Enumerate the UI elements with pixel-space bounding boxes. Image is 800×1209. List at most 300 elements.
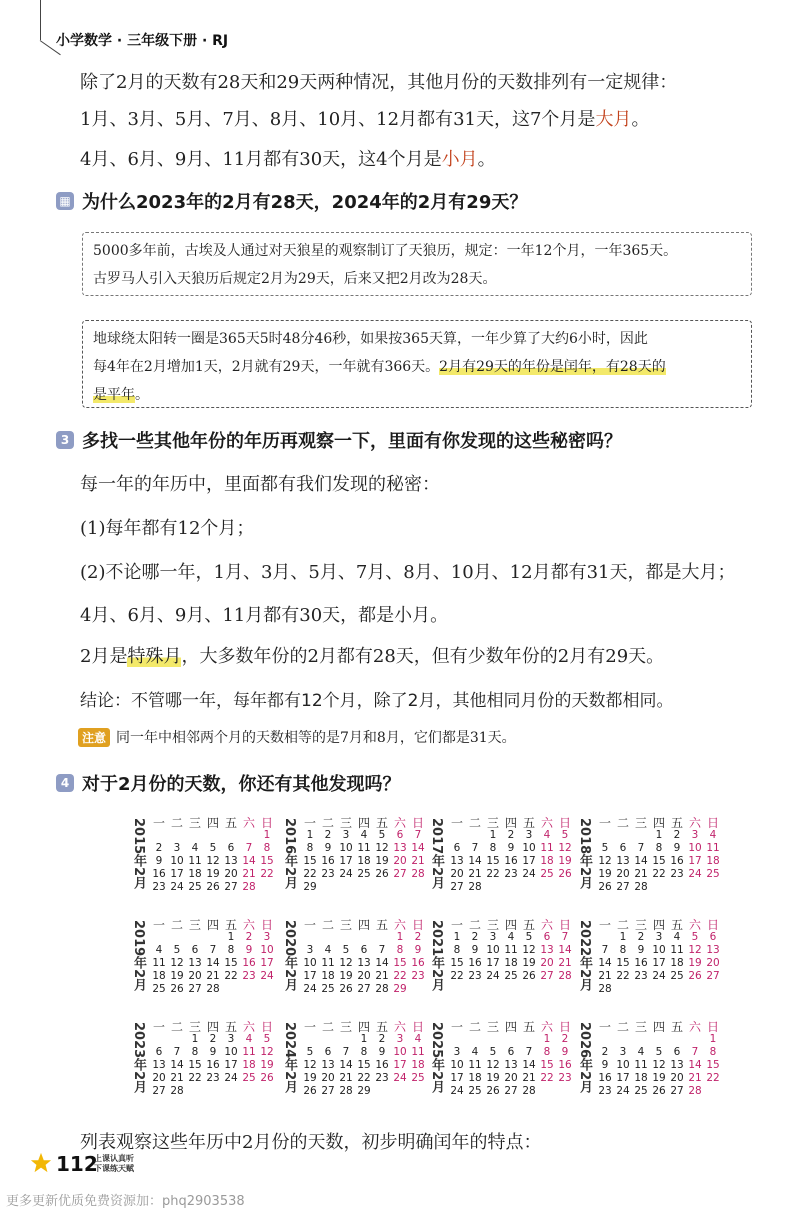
calendar-day: 26 [303,1085,317,1097]
calendar-day: 2 [378,1033,386,1045]
calendar-day: 24 [393,1072,407,1084]
calendar-day: 13 [540,944,554,956]
calendar-day: 6 [191,944,199,956]
weekday-header: 四 [357,1020,370,1034]
calendar-day: 3 [227,1033,235,1045]
calendar-day: 3 [396,1033,404,1045]
calendar-day: 14 [411,842,425,854]
weekday-header: 三 [634,918,647,932]
calendar-day [204,931,222,944]
weekday-header: 六 [540,816,553,830]
calendar-day [186,1085,204,1098]
calendar-day: 4 [637,1046,645,1058]
calendar-day [466,829,484,842]
calendar-day [538,881,556,894]
weekday-header: 六 [540,1020,553,1034]
calendar-day: 17 [303,970,317,982]
calendar-day [150,931,168,944]
weekday-header: 六 [393,1020,406,1034]
calendar-2018年2月 [578,816,718,906]
calendar-day: 22 [357,1072,371,1084]
calendar-day [222,829,240,842]
calendar-day [337,1033,355,1046]
calendar-day: 15 [188,1059,202,1071]
calendar-day [466,1033,484,1046]
calendar-day [337,881,355,894]
calendar-day: 18 [468,1072,482,1084]
calendar-day: 26 [486,1085,500,1097]
calendar-day: 16 [558,1059,572,1071]
weekday-header: 日 [558,816,571,830]
calendar-day: 13 [504,1059,518,1071]
calendar-day: 18 [504,957,518,969]
weekday-header: 日 [706,918,719,932]
weekday-header: 日 [558,1020,571,1034]
calendar-day [301,931,319,944]
calendar-day: 15 [357,1059,371,1071]
weekday-header: 六 [242,1020,255,1034]
calendar-day: 19 [558,855,572,867]
calendar-day [632,983,650,996]
weekday-header: 二 [170,1020,183,1034]
calendar-day: 22 [450,970,464,982]
answer-line-5: 2月是特殊月，大多数年份的2月都有28天，但有少数年份的2月有29天。 [80,646,665,667]
calendar-day: 7 [637,842,645,854]
calendar-day: 15 [652,855,666,867]
calendar-day [258,1085,276,1098]
calendar-day: 21 [411,855,425,867]
calendar-day: 20 [321,1072,335,1084]
calendar-day: 15 [486,855,500,867]
calendar-day: 13 [152,1059,166,1071]
calendar-day: 12 [652,1059,666,1071]
calendar-day: 10 [260,944,274,956]
weekday-header: 三 [339,918,352,932]
calendar-day: 18 [357,855,371,867]
calendar-day: 27 [321,1085,335,1097]
weekday-header: 五 [670,918,683,932]
calendar-day: 22 [706,1072,720,1084]
calendar-day: 10 [522,842,536,854]
calendar-day: 16 [598,1072,612,1084]
answer-line-4: 4月、6月、9月、11月都有30天，都是小月。 [80,605,449,626]
weekday-header: 五 [375,918,388,932]
calendar-day: 28 [411,868,425,880]
calendar-day [168,829,186,842]
conclusion: 结论：不管哪一年，每年都有12个月，除了2月，其他相同月份的天数都相同。 [80,691,674,711]
calendar-2021年2月 [430,918,570,1008]
calendar-day: 16 [411,957,425,969]
calendar-day: 4 [543,829,551,841]
calendar-day [150,1033,168,1046]
calendar-day: 10 [170,855,184,867]
calendar-day: 3 [489,931,497,943]
calendar-day: 13 [321,1059,335,1071]
calendar-day: 5 [691,931,699,943]
calendar-day: 27 [616,881,630,893]
calendar-day: 3 [525,829,533,841]
calendar-day: 27 [152,1085,166,1097]
weekday-header: 一 [598,918,611,932]
calendar-day: 4 [414,1033,422,1045]
calendar-day: 3 [173,842,181,854]
calendar-day: 18 [242,1059,256,1071]
calendar-day: 21 [468,868,482,880]
calendar-day: 1 [709,1033,717,1045]
history-line-1: 5000多年前，古埃及人通过对天狼星的观察制订了天狼历，规定：一年12个月，一年365天。 [93,243,678,259]
calendar-day [373,931,391,944]
calendar-2015年2月 [132,816,272,906]
calendar-day: 23 [504,868,518,880]
calendar-day [596,829,614,842]
question-number-icon: 4 [56,774,74,792]
calendar-label: 2018年2月 [577,818,592,890]
calendar-day [373,1085,391,1098]
calendar-day: 22 [540,1072,554,1084]
calendar-day: 28 [375,983,389,995]
calendar-day: 18 [706,855,720,867]
calendar-day [168,931,186,944]
calendar-day: 29 [357,1085,371,1097]
weekday-header: 六 [242,816,255,830]
calendar-day: 9 [414,944,422,956]
weekday-header: 六 [540,918,553,932]
weekday-header: 三 [339,816,352,830]
weekday-header: 六 [242,918,255,932]
calendar-day: 19 [486,1072,500,1084]
weekday-header: 日 [706,816,719,830]
calendar-day: 19 [339,970,353,982]
calendar-day: 6 [619,842,627,854]
calendar-day: 21 [634,868,648,880]
calendar-day: 28 [634,881,648,893]
calendar-day: 19 [375,855,389,867]
calendar-day [686,983,704,996]
calendar-day: 24 [450,1085,464,1097]
calendar-day [168,1033,186,1046]
leap-definition-highlight: 2月有29天的年份是闰年，有28天的 [439,359,666,375]
calendar-day: 14 [688,1059,702,1071]
calendar-day [240,829,258,842]
calendar-day: 9 [245,944,253,956]
calendar-day [484,881,502,894]
calendar-day: 8 [191,1046,199,1058]
calendar-day: 11 [152,957,166,969]
calendar-day: 18 [152,970,166,982]
calendar-day: 16 [670,855,684,867]
weekday-header: 三 [486,918,499,932]
calendar-day: 1 [655,829,663,841]
calendar-day: 26 [206,881,220,893]
page-header: 小学数学 · 三年级下册 · RJ [56,33,229,49]
calendar-day: 6 [360,944,368,956]
calendar-day: 11 [188,855,202,867]
calendar-day: 17 [616,1072,630,1084]
calendar-day [650,1033,668,1046]
calendar-day [409,1085,427,1098]
calendar-day: 3 [306,944,314,956]
calendar-day: 25 [706,868,720,880]
calendar-day: 5 [525,931,533,943]
calendar-day: 20 [224,868,238,880]
calendar-day: 2 [245,931,253,943]
calendar-day: 28 [688,1085,702,1097]
calendar-day: 21 [206,970,220,982]
weekday-header: 一 [152,816,165,830]
calendar-day: 11 [670,944,684,956]
calendar-day: 15 [450,957,464,969]
calendar-2025年2月 [430,1020,570,1110]
calendar-day: 25 [188,881,202,893]
calendar-day: 5 [655,1046,663,1058]
calendar-day: 10 [486,944,500,956]
weekday-header: 四 [357,816,370,830]
weekday-header: 四 [652,816,665,830]
calendar-day [502,881,520,894]
calendar-day: 22 [224,970,238,982]
calendar-day: 15 [303,855,317,867]
calendar-day: 15 [260,855,274,867]
weekday-header: 二 [321,816,334,830]
calendar-day: 18 [670,957,684,969]
calendar-day: 2 [601,1046,609,1058]
calendar-day: 19 [303,1072,317,1084]
calendar-day: 19 [598,868,612,880]
weekday-header: 六 [688,918,701,932]
term-big-month: 大月 [595,109,632,130]
weekday-header: 日 [260,816,273,830]
calendar-day: 19 [260,1059,274,1071]
calendar-day: 10 [652,944,666,956]
calendar-day: 28 [242,881,256,893]
weekday-header: 日 [558,918,571,932]
weekday-header: 三 [339,1020,352,1034]
calendar-day: 13 [706,944,720,956]
weekday-header: 五 [224,1020,237,1034]
calendar-day: 24 [170,881,184,893]
calendar-day: 12 [339,957,353,969]
calendar-day [186,931,204,944]
calendar-day: 12 [688,944,702,956]
calendar-day: 25 [357,868,371,880]
calendar-day [409,983,427,996]
calendar-day: 20 [188,970,202,982]
question-3: 3 多找一些其他年份的年历再观察一下，里面有你发现的这些秘密吗？ [56,427,622,453]
calendar-2026年2月 [578,1020,718,1110]
calendar-day: 20 [152,1072,166,1084]
term-small-month: 小月 [441,149,478,170]
calendar-day: 7 [342,1046,350,1058]
calendar-day: 6 [507,1046,515,1058]
calendar-day: 5 [342,944,350,956]
calendar-day: 12 [598,855,612,867]
calendar-day: 4 [324,944,332,956]
calendar-day [556,1085,574,1098]
weekday-header: 四 [504,1020,517,1034]
calendar-day: 5 [306,1046,314,1058]
calendar-day: 20 [393,855,407,867]
calendar-day: 22 [652,868,666,880]
calendar-day: 27 [393,868,407,880]
calendar-day: 9 [324,842,332,854]
calendar-day: 24 [339,868,353,880]
calendar-day: 27 [504,1085,518,1097]
calendar-day: 24 [486,970,500,982]
calendar-day: 19 [170,970,184,982]
calendar-day [337,931,355,944]
calendar-day: 13 [224,855,238,867]
weekday-header: 六 [688,816,701,830]
calendar-day: 17 [652,957,666,969]
calendar-day: 26 [688,970,702,982]
weekday-header: 四 [504,918,517,932]
calendar-day: 11 [706,842,720,854]
weekday-header: 五 [224,816,237,830]
watermark: 更多更新优质免费资源加：phq2903538 [6,1194,245,1209]
calendar-day: 26 [339,983,353,995]
calendar-day: 18 [411,1059,425,1071]
calendar-day: 12 [170,957,184,969]
calendar-day [686,881,704,894]
calendar-day [556,881,574,894]
calendar-day: 22 [393,970,407,982]
calendar-day: 14 [522,1059,536,1071]
calendar-day: 14 [242,855,256,867]
calendar-day: 16 [206,1059,220,1071]
calendar-day: 23 [411,970,425,982]
calendar-day: 23 [558,1072,572,1084]
calendar-day [650,881,668,894]
calendar-day: 24 [616,1085,630,1097]
calendar-day: 16 [634,957,648,969]
calendar-day: 17 [688,855,702,867]
calendar-day: 24 [688,868,702,880]
calendar-day [632,829,650,842]
calendar-day [484,1033,502,1046]
weekday-header: 一 [303,1020,316,1034]
calendar-day: 9 [378,1046,386,1058]
calendar-day [704,983,722,996]
calendar-day: 19 [688,957,702,969]
calendar-day: 10 [224,1046,238,1058]
calendar-day: 2 [414,931,422,943]
weekday-header: 三 [188,918,201,932]
calendar-day: 18 [321,970,335,982]
calendar-day [222,1085,240,1098]
calendar-day: 8 [396,944,404,956]
calendar-day: 10 [450,1059,464,1071]
calendar-day [668,983,686,996]
calendar-day [448,829,466,842]
calendar-day: 1 [227,931,235,943]
calendar-day: 23 [242,970,256,982]
calendar-day: 25 [321,983,335,995]
calendar-day [596,1033,614,1046]
calendar-day: 9 [673,842,681,854]
calendar-day: 29 [393,983,407,995]
answer-line-2: (1)每年都有12个月； [80,518,255,539]
weekday-header: 一 [152,1020,165,1034]
weekday-header: 一 [152,918,165,932]
weekday-header: 四 [652,1020,665,1034]
calendar-day [319,1033,337,1046]
calendar-day [355,931,373,944]
calendar-day: 27 [188,983,202,995]
calendar-day: 17 [486,957,500,969]
weekday-header: 六 [688,1020,701,1034]
weekday-header: 三 [634,816,647,830]
calendar-day: 12 [522,944,536,956]
calendar-label: 2015年2月 [131,818,146,890]
calendar-day: 9 [601,1059,609,1071]
leap-line-2: 每4年在2月增加1天，2月就有29天，一年就有366天。2月有29天的年份是闰年，有28天的 [93,359,666,375]
calendar-day: 8 [263,842,271,854]
calendar-day [538,1085,556,1098]
calendar-day [596,931,614,944]
calendar-day: 25 [504,970,518,982]
calendar-day: 20 [670,1072,684,1084]
weekday-header: 一 [450,1020,463,1034]
calendar-day [614,829,632,842]
calendar-2019年2月 [132,918,272,1008]
calendar-day: 21 [170,1072,184,1084]
intro-line-1: 除了2月的天数有28天和29天两种情况，其他月份的天数排列有一定规律： [80,72,678,93]
calendar-day: 9 [155,855,163,867]
weekday-header: 四 [652,918,665,932]
calendar-day: 4 [360,829,368,841]
weekday-header: 一 [303,918,316,932]
calendar-day: 14 [206,957,220,969]
calendar-day [258,983,276,996]
calendar-day: 23 [375,1072,389,1084]
calendar-day: 4 [709,829,717,841]
weekday-header: 四 [357,918,370,932]
question-why: ▦ 为什么2023年的2月有28天，2024年的2月有29天？ [56,188,527,214]
calendar-day: 20 [504,1072,518,1084]
calendar-day: 13 [188,957,202,969]
calendar-day [686,1033,704,1046]
calendar-day: 11 [321,957,335,969]
calendar-day: 7 [525,1046,533,1058]
calendar-day: 5 [263,1033,271,1045]
weekday-header: 二 [616,816,629,830]
answer-line-1: 每一年的年历中，里面都有我们发现的秘密： [80,474,440,495]
calendar-day: 12 [486,1059,500,1071]
calendar-day: 25 [670,970,684,982]
calendar-day: 14 [598,957,612,969]
calendar-day: 5 [489,1046,497,1058]
calendar-day: 24 [522,868,536,880]
calendar-day: 21 [522,1072,536,1084]
calendar-day: 25 [540,868,554,880]
weekday-header: 日 [706,1020,719,1034]
calendar-label: 2024年2月 [282,1022,297,1094]
calendar-day: 7 [209,944,217,956]
calendar-day: 23 [670,868,684,880]
calendar-day: 1 [619,931,627,943]
calendar-day [186,829,204,842]
calendar-day: 3 [691,829,699,841]
calendar-day [240,983,258,996]
weekday-header: 五 [375,816,388,830]
calendar-label: 2020年2月 [282,920,297,992]
calendar-day: 5 [561,829,569,841]
calendar-day: 11 [357,842,371,854]
calendar-day: 8 [709,1046,717,1058]
calendar-day: 23 [634,970,648,982]
calendar-day: 21 [558,957,572,969]
calendar-day: 14 [339,1059,353,1071]
